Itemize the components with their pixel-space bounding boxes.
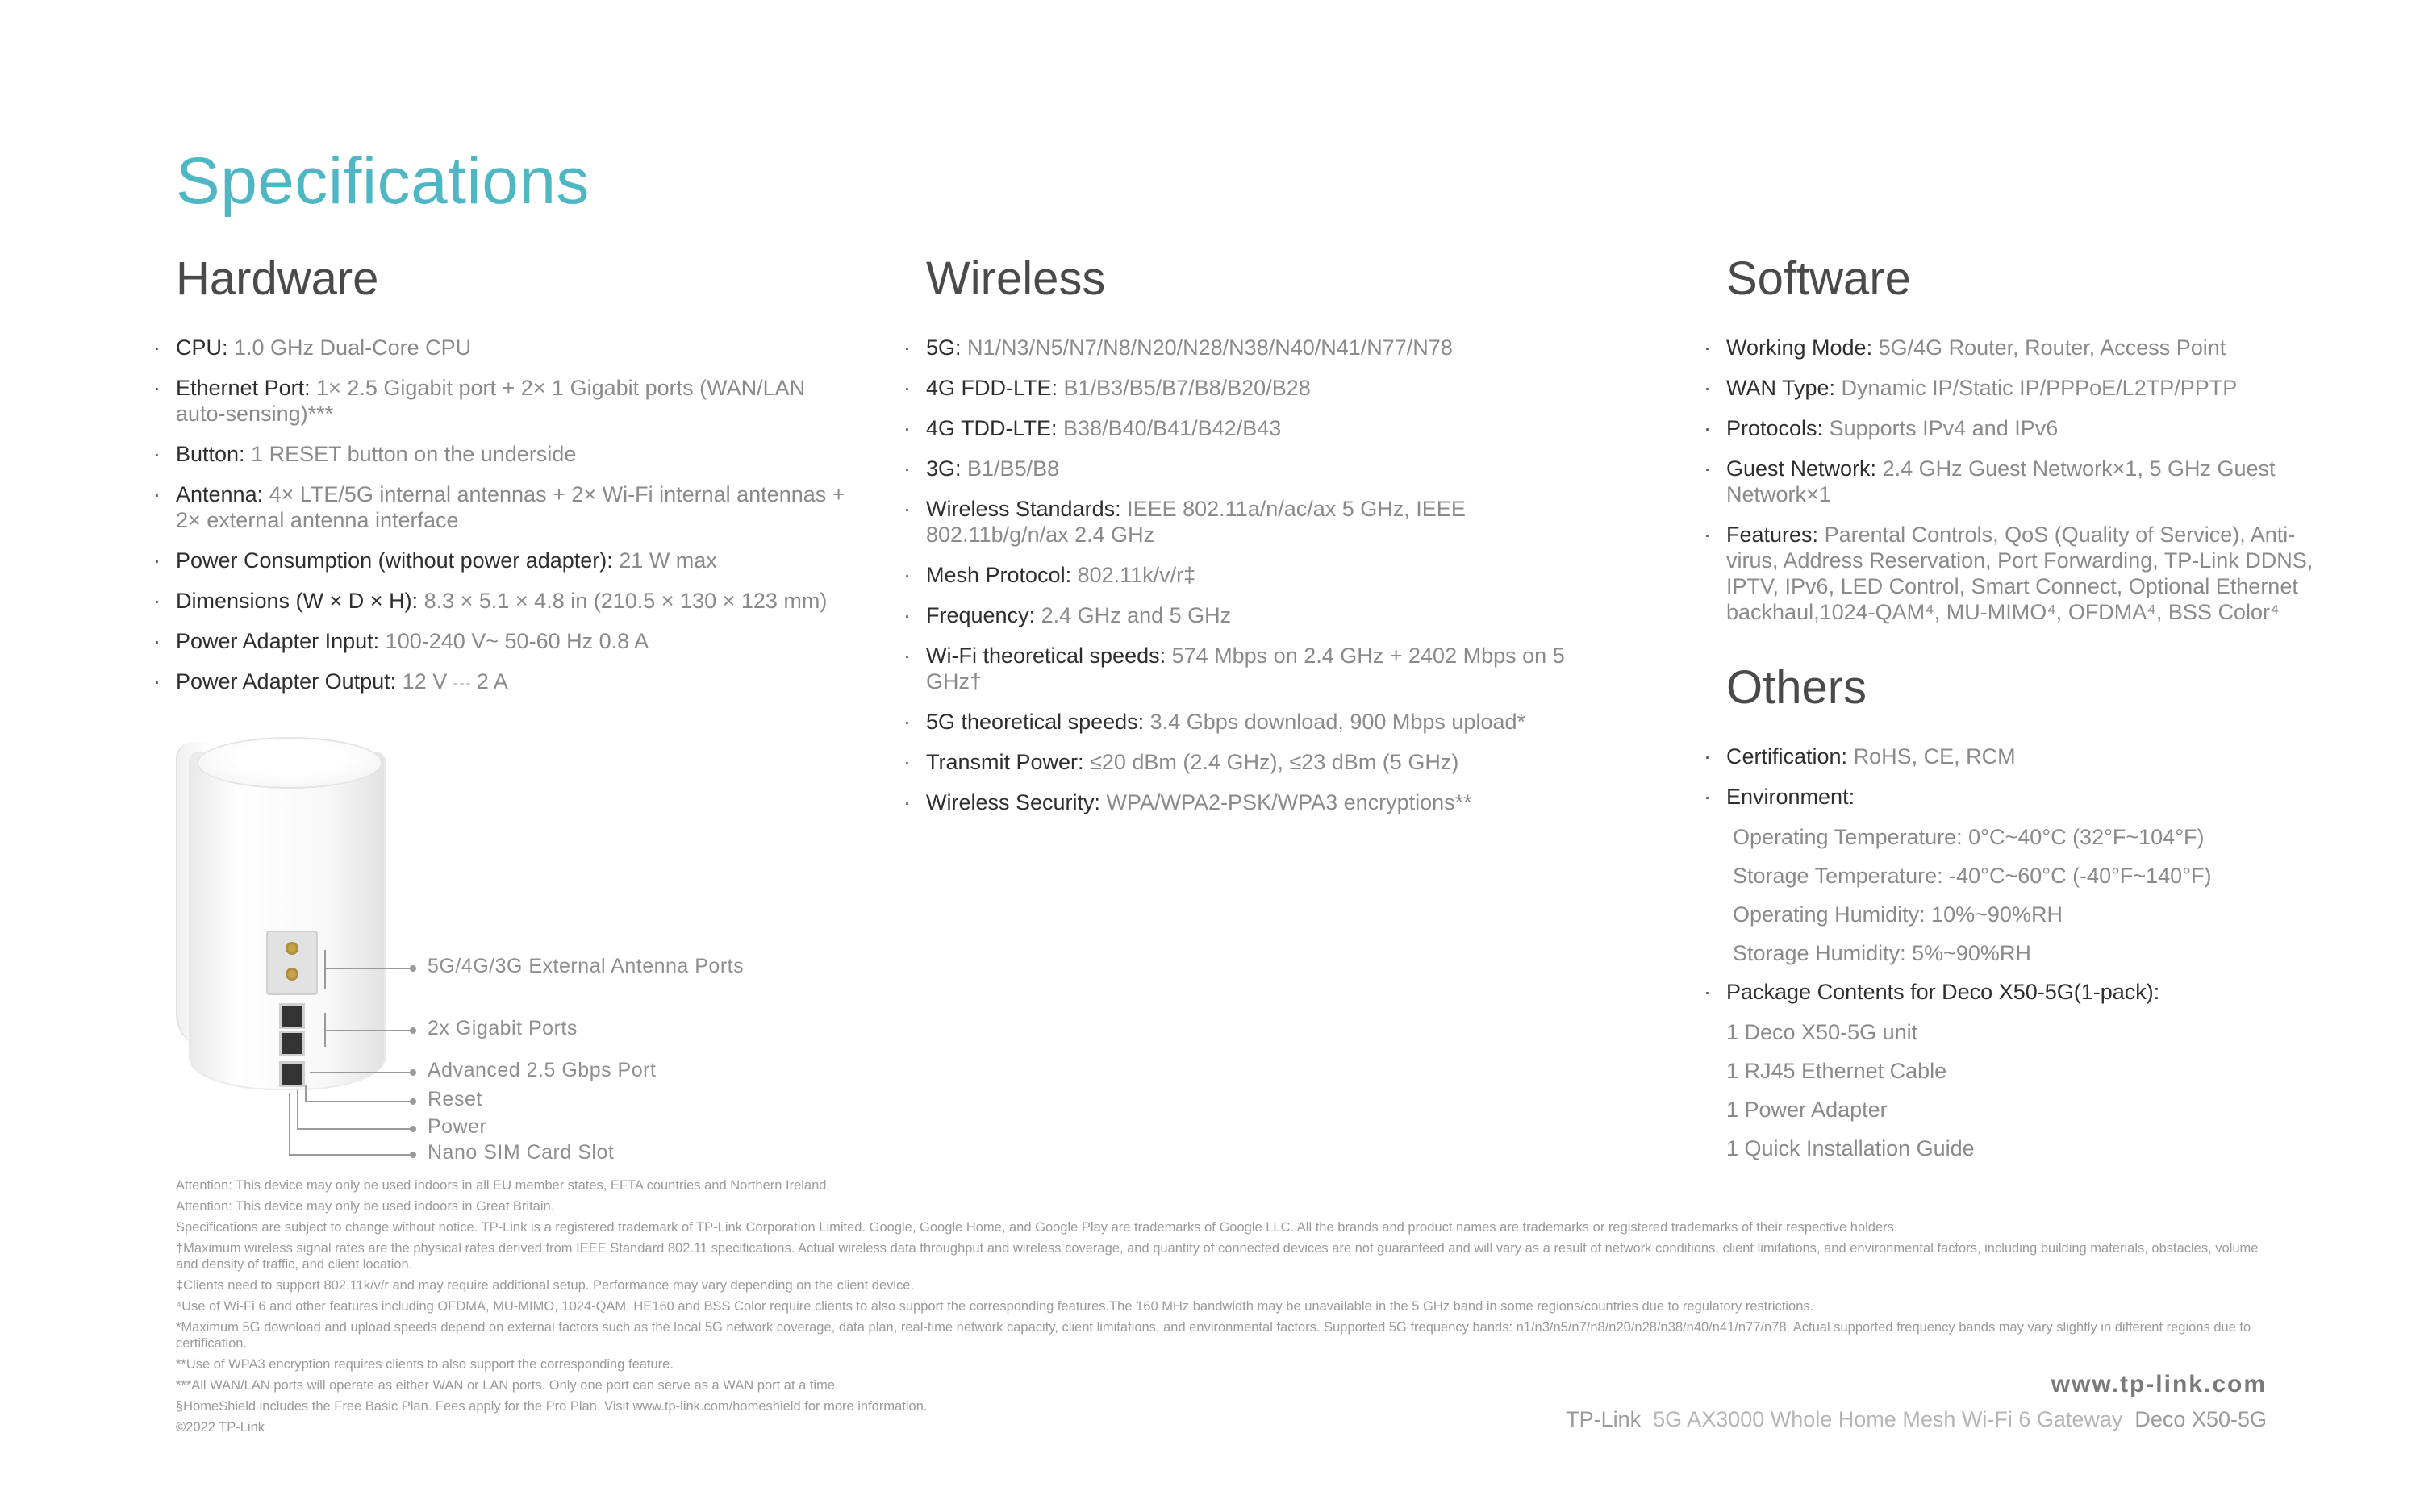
model-name: Deco X50-5G bbox=[2134, 1407, 2267, 1431]
wireless-heading: Wireless bbox=[926, 252, 1106, 305]
others-list bbox=[1726, 744, 2323, 810]
device-top bbox=[197, 737, 382, 789]
software-heading: Software bbox=[1726, 252, 1911, 305]
2-5g-port-icon bbox=[279, 1061, 305, 1087]
spec-item: · Power Consumption (without power adapter): 21 W max bbox=[176, 548, 853, 573]
callout-label: 2x Gigabit Ports bbox=[428, 1017, 578, 1039]
callout-label: Reset bbox=[428, 1088, 482, 1110]
hardware-section bbox=[176, 252, 853, 709]
product-name: 5G AX3000 Whole Home Mesh Wi-Fi 6 Gateway bbox=[1653, 1407, 2123, 1431]
spec-item: · Ethernet Port: 1× 2.5 Gigabit port + 2× 1 Gigabit ports (WAN/LAN auto-sensing)*** bbox=[176, 375, 853, 427]
spec-item: · 4G TDD-LTE: B38/B40/B41/B42/B43 bbox=[926, 415, 1596, 441]
brand-name: TP-Link bbox=[1566, 1407, 1642, 1431]
hardware-list bbox=[176, 335, 853, 694]
package-list bbox=[1726, 979, 2323, 1005]
spec-item: · 3G: B1/B5/B8 bbox=[926, 456, 1596, 481]
spec-item: · Power Adapter Output: 12 V ⎓ 2 A bbox=[176, 669, 853, 694]
antenna-port-icon bbox=[286, 968, 298, 981]
footnote: *Maximum 5G download and upload speeds depend on external factors such as the local 5G network coverage, data plan, real-time network capacity, client limitations, and environmental factors. Supported 5G frequency bands: n1/n3/n5/n7/n8/n20/n28/n38/n40/n41/n77/n78. Actual supported frequency bands may vary slightly in different regions due to certification. bbox=[176, 1320, 2251, 1351]
spec-item: · Environment: bbox=[1726, 784, 2323, 810]
callout-label: 5G/4G/3G External Antenna Ports bbox=[428, 955, 745, 977]
device-illustration bbox=[176, 731, 410, 1095]
spec-item: · 4G FDD-LTE: B1/B3/B5/B7/B8/B20/B28 bbox=[926, 375, 1596, 401]
spec-item: · WAN Type: Dynamic IP/Static IP/PPPoE/L2TP/PPTP bbox=[1726, 375, 2323, 401]
spec-item: · Wireless Security: WPA/WPA2-PSK/WPA3 encryptions** bbox=[926, 789, 1596, 815]
callout-label: Nano SIM Card Slot bbox=[428, 1141, 615, 1164]
footnote: Specifications are subject to change without notice. TP-Link is a registered trademark of TP-Link Corporation Limited. Google, Google Home, and Google Play are trademarks of Google LLC. All the brands and product names are trademarks or registered trademarks of their respective holders. bbox=[176, 1220, 1898, 1235]
package-line: 1 Deco X50-5G unit bbox=[1726, 1020, 1918, 1044]
spec-item: · Certification: RoHS, CE, RCM bbox=[1726, 744, 2323, 769]
spec-item: · Frequency: 2.4 GHz and 5 GHz bbox=[926, 602, 1596, 628]
env-line: Storage Temperature: -40°C~60°C (-40°F~140°F) bbox=[1733, 864, 2212, 888]
footnote: ⁴Use of Wi-Fi 6 and other features including OFDMA, MU-MIMO, 1024-QAM, HE160 and BSS Color require clients to also support the corresponding features.The 160 MHz bandwidth may be unavailable in the 5 GHz band in some regions/countries due to regulatory restrictions. bbox=[176, 1299, 1814, 1314]
wireless-list bbox=[926, 335, 1596, 815]
spec-item: · 5G theoretical speeds: 3.4 Gbps download, 900 Mbps upload* bbox=[926, 709, 1596, 735]
software-section bbox=[1726, 252, 2323, 1174]
antenna-port-icon bbox=[286, 942, 298, 955]
footnote: Attention: This device may only be used indoors in Great Britain. bbox=[176, 1199, 555, 1214]
spec-item: · Protocols: Supports IPv4 and IPv6 bbox=[1726, 415, 2323, 441]
wireless-section bbox=[926, 252, 1596, 830]
footnotes bbox=[176, 1177, 2273, 1440]
package-line: 1 Quick Installation Guide bbox=[1726, 1136, 1975, 1160]
page-title: Specifications bbox=[176, 144, 590, 218]
footnote: ***All WAN/LAN ports will operate as either WAN or LAN ports. Only one port can serve as a WAN port at a time. bbox=[176, 1378, 839, 1393]
gigabit-port-icon bbox=[279, 1003, 305, 1029]
footnote: Attention: This device may only be used indoors in all EU member states, EFTA countries and Northern Ireland. bbox=[176, 1178, 831, 1193]
env-line: Operating Humidity: 10%~90%RH bbox=[1733, 902, 2063, 927]
callout-label: Advanced 2.5 Gbps Port bbox=[428, 1059, 657, 1081]
spec-item: · Package Contents for Deco X50-5G(1-pack): bbox=[1726, 979, 2323, 1005]
spec-item: · Power Adapter Input: 100-240 V~ 50-60 Hz 0.8 A bbox=[176, 628, 853, 654]
spec-item: · Wireless Standards: IEEE 802.11a/n/ac/ax 5 GHz, IEEE 802.11b/g/n/ax 2.4 GHz bbox=[926, 496, 1596, 548]
others-heading: Others bbox=[1726, 661, 1867, 714]
gigabit-port-icon bbox=[279, 1031, 305, 1056]
spec-item: · Guest Network: 2.4 GHz Guest Network×1, 5 GHz Guest Network×1 bbox=[1726, 456, 2323, 507]
website-link[interactable]: www.tp-link.com bbox=[2051, 1371, 2267, 1397]
spec-item: · Wi-Fi theoretical speeds: 574 Mbps on 2.4 GHz + 2402 Mbps on 5 GHz† bbox=[926, 643, 1596, 694]
spec-item: · 5G: N1/N3/N5/N7/N8/N20/N28/N38/N40/N41/N77/N78 bbox=[926, 335, 1596, 360]
spec-item: · Transmit Power: ≤20 dBm (2.4 GHz), ≤23 dBm (5 GHz) bbox=[926, 749, 1596, 775]
callout-label: Power bbox=[428, 1115, 487, 1138]
spec-item: · Mesh Protocol: 802.11k/v/r‡ bbox=[926, 562, 1596, 588]
spec-item: · CPU: 1.0 GHz Dual-Core CPU bbox=[176, 335, 853, 360]
product-footer bbox=[1566, 1407, 2267, 1432]
spec-item: · Working Mode: 5G/4G Router, Router, Access Point bbox=[1726, 335, 2323, 360]
package-line: 1 RJ45 Ethernet Cable bbox=[1726, 1059, 1947, 1083]
spec-item: · Features: Parental Controls, QoS (Quality of Service), Anti-virus, Address Reservation, Port Forwarding, TP-Link DDNS, IPTV, IPv6, LED Control, Smart Connect, Optional Ethernet backhaul,1024-QAM⁴, MU-MIMO⁴, OFDMA⁴, BSS Color⁴ bbox=[1726, 522, 2323, 625]
footnote: ©2022 TP-Link bbox=[176, 1420, 265, 1435]
hardware-heading: Hardware bbox=[176, 252, 379, 305]
footnote: ‡Clients need to support 802.11k/v/r and may require additional setup. Performance may vary depending on the client device. bbox=[176, 1278, 915, 1293]
spec-item: · Antenna: 4× LTE/5G internal antennas + 2× Wi-Fi internal antennas + 2× external antenna interface bbox=[176, 481, 853, 533]
footnote: §HomeShield includes the Free Basic Plan. Fees apply for the Pro Plan. Visit www.tp-link.com/homeshield for more information. bbox=[176, 1399, 928, 1414]
env-line: Storage Humidity: 5%~90%RH bbox=[1733, 941, 2031, 965]
footnote: †Maximum wireless signal rates are the physical rates derived from IEEE Standard 802.11 specifications. Actual wireless data throughput and wireless coverage, and quantity of connected devices are not guaranteed and will vary as a result of network conditions, client limitations, and environmental factors, including building materials, obstacles, volume and density of traffic, and client location. bbox=[176, 1241, 2259, 1272]
footnote: **Use of WPA3 encryption requires clients to also support the corresponding feature. bbox=[176, 1357, 674, 1372]
env-line: Operating Temperature: 0°C~40°C (32°F~104°F) bbox=[1733, 825, 2205, 849]
spec-item: · Dimensions (W × D × H): 8.3 × 5.1 × 4.8 in (210.5 × 130 × 123 mm) bbox=[176, 588, 853, 614]
spec-item: · Button: 1 RESET button on the underside bbox=[176, 441, 853, 467]
package-line: 1 Power Adapter bbox=[1726, 1098, 1888, 1122]
software-list bbox=[1726, 335, 2323, 625]
antenna-port-panel bbox=[266, 931, 318, 995]
